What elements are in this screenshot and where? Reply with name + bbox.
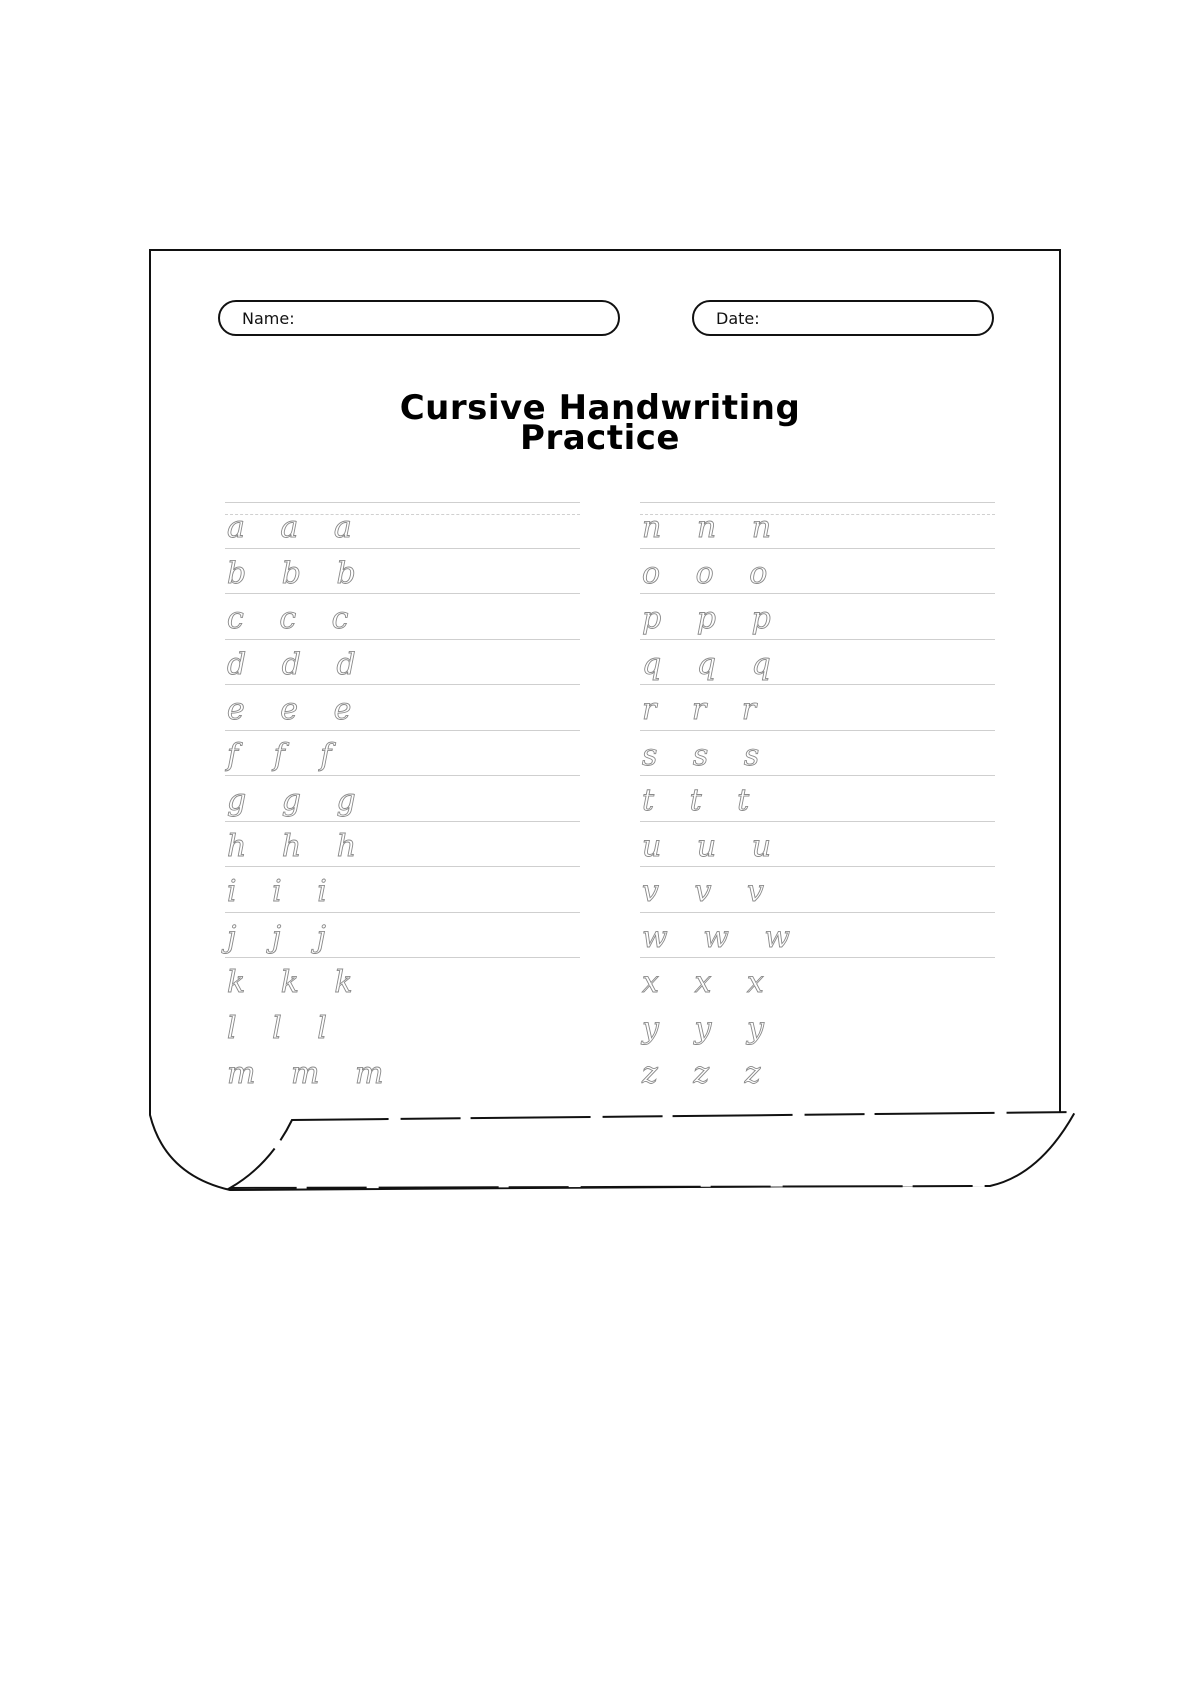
right-top-guide bbox=[640, 502, 995, 503]
left-baseline bbox=[225, 593, 580, 594]
left-tracing-row: g g g bbox=[227, 783, 359, 818]
date-label: Date: bbox=[716, 309, 760, 328]
right-tracing-row: t t t bbox=[642, 783, 753, 818]
left-baseline bbox=[225, 912, 580, 913]
right-tracing-row: s s s bbox=[642, 737, 763, 773]
right-baseline bbox=[640, 866, 995, 867]
right-baseline bbox=[640, 639, 995, 640]
right-baseline bbox=[640, 684, 995, 685]
title-line-2: Practice bbox=[520, 418, 680, 458]
left-tracing-row: h h h bbox=[227, 828, 360, 864]
right-baseline bbox=[640, 821, 995, 822]
left-baseline bbox=[225, 957, 580, 958]
title-line-1: Cursive Handwriting bbox=[399, 388, 801, 428]
left-tracing-row: m m m bbox=[227, 1056, 387, 1091]
right-tracing-row: o o o bbox=[642, 555, 771, 591]
right-baseline bbox=[640, 548, 995, 549]
right-tracing-row: q q q bbox=[642, 646, 774, 682]
right-tracing-row: y y y bbox=[642, 1010, 767, 1046]
right-tracing-row: p p p bbox=[642, 601, 774, 636]
left-baseline bbox=[225, 548, 580, 549]
right-tracing-row: x x x bbox=[642, 965, 767, 1000]
right-tracing-row: w w w bbox=[642, 919, 794, 955]
left-top-guide bbox=[225, 502, 580, 503]
left-tracing-row: j j j bbox=[227, 919, 329, 955]
left-tracing-row: a a a bbox=[227, 510, 355, 545]
left-baseline bbox=[225, 821, 580, 822]
left-baseline bbox=[225, 866, 580, 867]
left-tracing-row: d d d bbox=[227, 646, 359, 682]
left-baseline bbox=[225, 730, 580, 731]
paper-curl bbox=[230, 1112, 1075, 1188]
right-tracing-row: n n n bbox=[642, 510, 775, 545]
right-tracing-row: r r r bbox=[642, 692, 760, 727]
left-tracing-row: b b b bbox=[227, 555, 359, 591]
left-tracing-row: i i i bbox=[227, 874, 330, 909]
left-tracing-row: e e e bbox=[227, 692, 355, 727]
right-baseline bbox=[640, 957, 995, 958]
right-baseline bbox=[640, 775, 995, 776]
right-baseline bbox=[640, 730, 995, 731]
right-tracing-row: u u u bbox=[642, 828, 775, 864]
right-baseline bbox=[640, 593, 995, 594]
left-baseline bbox=[225, 639, 580, 640]
right-tracing-row: z z z bbox=[642, 1056, 764, 1091]
left-tracing-row: l l l bbox=[227, 1010, 330, 1046]
date-field[interactable] bbox=[692, 300, 994, 336]
left-tracing-row: k k k bbox=[227, 965, 356, 1000]
left-tracing-row: c c c bbox=[227, 601, 352, 636]
left-tracing-row: f f f bbox=[227, 737, 335, 773]
left-baseline bbox=[225, 684, 580, 685]
right-baseline bbox=[640, 912, 995, 913]
right-tracing-row: v v v bbox=[642, 874, 767, 909]
page-title bbox=[300, 388, 900, 458]
left-baseline bbox=[225, 775, 580, 776]
name-label: Name: bbox=[242, 309, 295, 328]
name-field[interactable] bbox=[218, 300, 620, 336]
